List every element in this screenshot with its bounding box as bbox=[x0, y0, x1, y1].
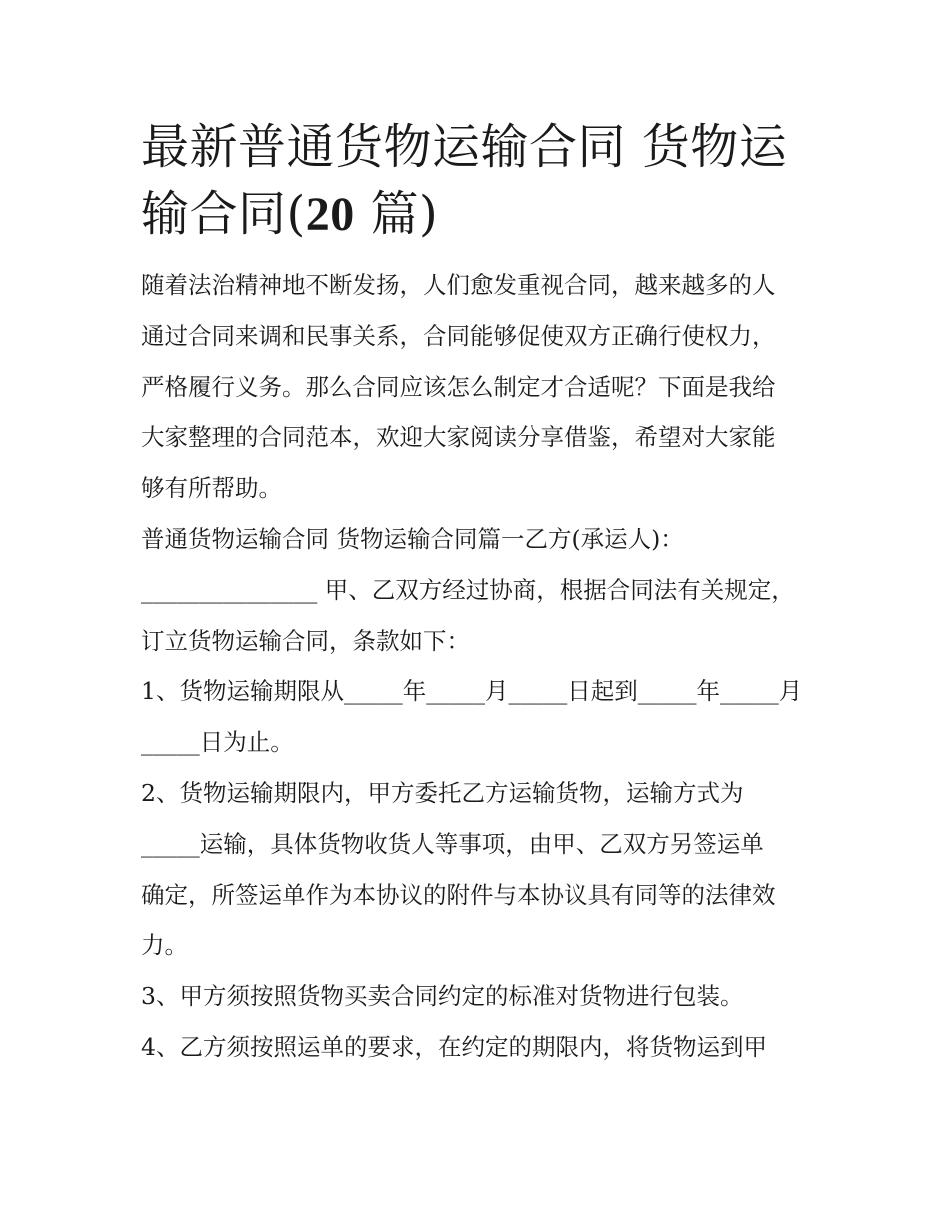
body-line: _____日为止。 bbox=[141, 728, 294, 757]
body-line: _______________ 甲、乙双方经过协商，根据合同法有关规定， bbox=[141, 575, 795, 604]
body-line: _____运输，具体货物收货人等事项，由甲、乙双方另签运单 bbox=[141, 829, 764, 858]
body-line: 3、甲方须按照货物买卖合同约定的标准对货物进行包装。 bbox=[141, 982, 744, 1011]
body-line: 通过合同来调和民事关系，合同能够促使双方正确行使权力， bbox=[141, 321, 776, 350]
body-line: 随着法治精神地不断发扬，人们愈发重视合同，越来越多的人 bbox=[141, 271, 776, 299]
document-body bbox=[141, 260, 821, 1073]
title-line-1: 最新普通货物运输合同 货物运 bbox=[141, 119, 788, 175]
body-line: 4、乙方须按照运单的要求，在约定的期限内，将货物运到甲 bbox=[141, 1032, 767, 1061]
body-line: 普通货物运输合同 货物运输合同篇一乙方(承运人)： bbox=[141, 524, 684, 553]
body-line: 确定，所签运单作为本协议的附件与本协议具有同等的法律效 bbox=[141, 880, 776, 909]
document-content bbox=[141, 114, 821, 1073]
body-line: 订立货物运输合同，条款如下： bbox=[141, 626, 470, 655]
title-count: 20 bbox=[305, 188, 355, 241]
body-line: 2、货物运输期限内，甲方委托乙方运输货物，运输方式为 bbox=[141, 778, 744, 807]
body-line: 够有所帮助。 bbox=[141, 474, 282, 503]
body-line: 力。 bbox=[141, 931, 188, 960]
body-line: 大家整理的合同范本，欢迎大家阅读分享借鉴，希望对大家能 bbox=[141, 423, 776, 452]
title-line-2: 输合同(20 篇) bbox=[141, 186, 439, 242]
body-line: 严格履行义务。那么合同应该怎么制定才合适呢？下面是我给 bbox=[141, 372, 776, 401]
document-title bbox=[141, 114, 821, 248]
body-line: 1、货物运输期限从_____年_____月_____日起到_____年_____月 bbox=[141, 677, 803, 706]
